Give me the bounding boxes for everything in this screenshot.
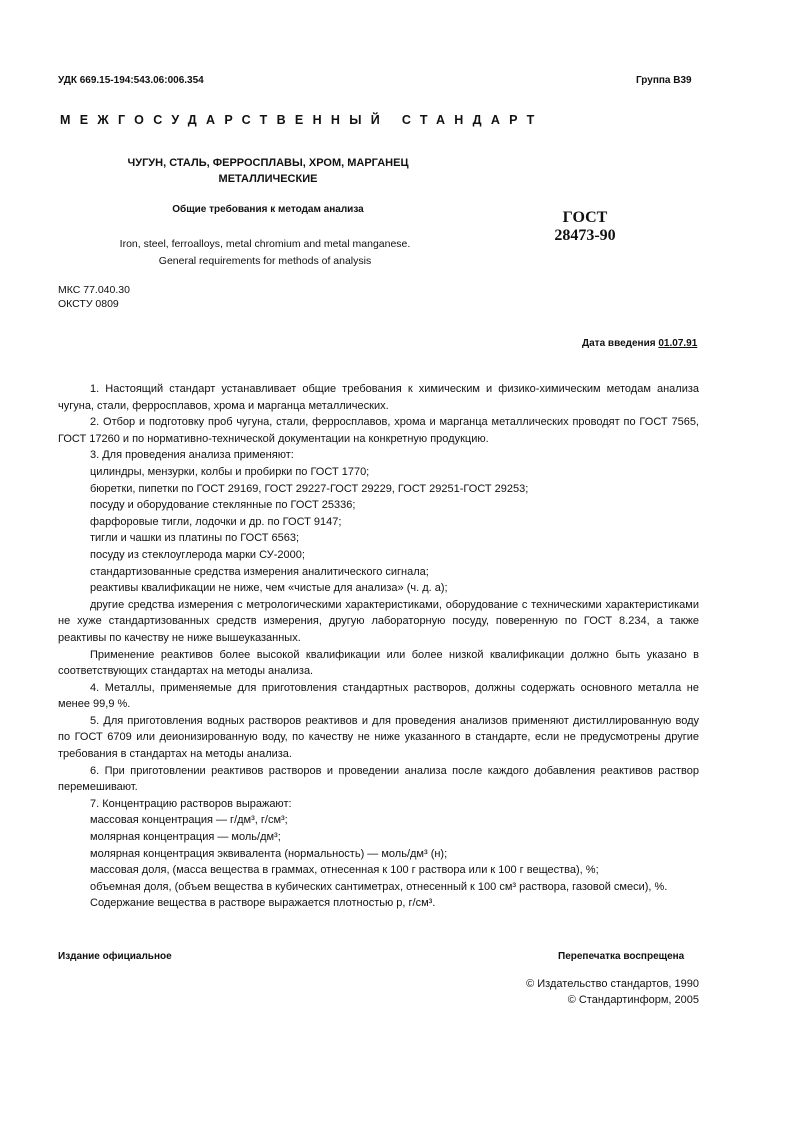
- document-subtitle: Общие требования к методам анализа: [172, 204, 364, 215]
- mks-code: МКС 77.040.30: [58, 284, 130, 296]
- concentration-item: молярная концентрация эквивалента (нормальность) — моль/дм³ (н);: [90, 847, 448, 860]
- gost-code: 28473-90: [554, 227, 616, 244]
- paragraph-8: Содержание вещества в растворе выражается плотностью р, г/см³.: [90, 897, 436, 910]
- official-edition-note: Издание официальное: [58, 951, 172, 962]
- concentration-item: объемная доля, (объем вещества в кубических сантиметрах, отнесенный к 100 см³ раствора, газовой смеси), %.: [90, 880, 668, 893]
- list-item: другие средства измерения с метрологическими характеристиками, оборудование с техническими характеристиками не хуже стандартизованных средств измерения, другую лабораторную посуду, поверенную по ГОСТ 8.234, а также реактивы по качеству не ниже вышеуказанных.: [58, 598, 699, 644]
- gost-label: ГОСТ: [562, 209, 608, 226]
- introduction-date-value: 01.07.91: [658, 338, 698, 349]
- document-title: [118, 155, 418, 187]
- list-item: фарфоровые тигли, лодочки и др. по ГОСТ 9147;: [90, 515, 342, 528]
- standard-type-heading: МЕЖГОСУДАРСТВЕННЫЙ СТАНДАРТ: [60, 113, 544, 127]
- list-item: реактивы квалификации не ниже, чем «чистые для анализа» (ч. д. а);: [90, 582, 448, 595]
- copyright-standartinform: © Стандартинформ, 2005: [567, 994, 699, 1006]
- gost-number: [540, 209, 630, 245]
- list-item: бюретки, пипетки по ГОСТ 29169, ГОСТ 29227-ГОСТ 29229, ГОСТ 29251-ГОСТ 29253;: [90, 482, 529, 495]
- group-code: Группа В39: [636, 75, 692, 86]
- title-line-2: МЕТАЛЛИЧЕСКИЕ: [218, 173, 318, 185]
- classification-codes: [58, 283, 130, 311]
- concentration-item: массовая концентрация — г/дм³, г/см³;: [90, 814, 288, 827]
- concentration-item: массовая доля, (масса вещества в граммах, отнесенная к 100 г раствора или к 100 г вещества), %;: [90, 864, 599, 877]
- list-item: тигли и чашки из платины по ГОСТ 6563;: [90, 532, 300, 545]
- paragraph-2: 2. Отбор и подготовку проб чугуна, стали, ферросплавов, хрома и марганца металлических проводят по ГОСТ 7565, ГОСТ 17260 и по нормативно-технической документации на конкретную продукцию.: [58, 416, 699, 445]
- paragraph-5: 5. Для приготовления водных растворов реактивов и для проведения анализов применяют дистиллированную воду по ГОСТ 6709 или деионизированную воду, по качеству не ниже указанного в стандарте, если не предусмотрены другие требования в стандартах на методы анализа.: [58, 714, 699, 761]
- english-title-line-2: General requirements for methods of analysis: [158, 255, 372, 267]
- udk-code: УДК 669.15-194:543.06:006.354: [58, 75, 204, 86]
- english-title-line-1: Iron, steel, ferroalloys, metal chromium and metal manganese.: [119, 238, 411, 250]
- paragraph-3b: Применение реактивов более высокой квалификации или более низкой квалификации должно быть указано в соответствующих стандартах на методы анализа.: [58, 648, 699, 678]
- title-line-1: ЧУГУН, СТАЛЬ, ФЕРРОСПЛАВЫ, ХРОМ, МАРГАНЕЦ: [127, 157, 409, 169]
- copyright-publisher: © Издательство стандартов, 1990: [526, 978, 699, 990]
- okstu-code: ОКСТУ 0809: [58, 298, 119, 310]
- concentration-item: молярная концентрация — моль/дм³;: [90, 831, 281, 844]
- paragraph-3: 3. Для проведения анализа применяют:: [90, 449, 294, 462]
- paragraph-4: 4. Металлы, применяемые для приготовления стандартных растворов, должны содержать основного металла не менее 99,9 %.: [58, 681, 699, 711]
- paragraph-1: 1. Настоящий стандарт устанавливает общие требования к химическим и физико-химическим методам анализа чугуна, стали, ферросплавов, хрома и марганца металлических.: [58, 383, 699, 412]
- introduction-date-label: Дата введения: [582, 338, 656, 349]
- list-item: цилиндры, мензурки, колбы и пробирки по ГОСТ 1770;: [90, 465, 370, 478]
- list-item: стандартизованные средства измерения аналитического сигнала;: [90, 565, 429, 578]
- paragraph-7: 7. Концентрацию растворов выражают:: [90, 797, 292, 810]
- document-body: [58, 381, 699, 912]
- list-item: посуду из стеклоуглерода марки СУ-2000;: [90, 548, 305, 561]
- reprint-prohibited-note: Перепечатка воспрещена: [558, 951, 685, 962]
- paragraph-6: 6. При приготовлении реактивов растворов и проведении анализа после каждого добавления реактивов раствор перемешивают.: [58, 764, 699, 794]
- english-title: [100, 236, 430, 270]
- introduction-date: [582, 338, 697, 349]
- list-item: посуду и оборудование стеклянные по ГОСТ 25336;: [90, 499, 356, 512]
